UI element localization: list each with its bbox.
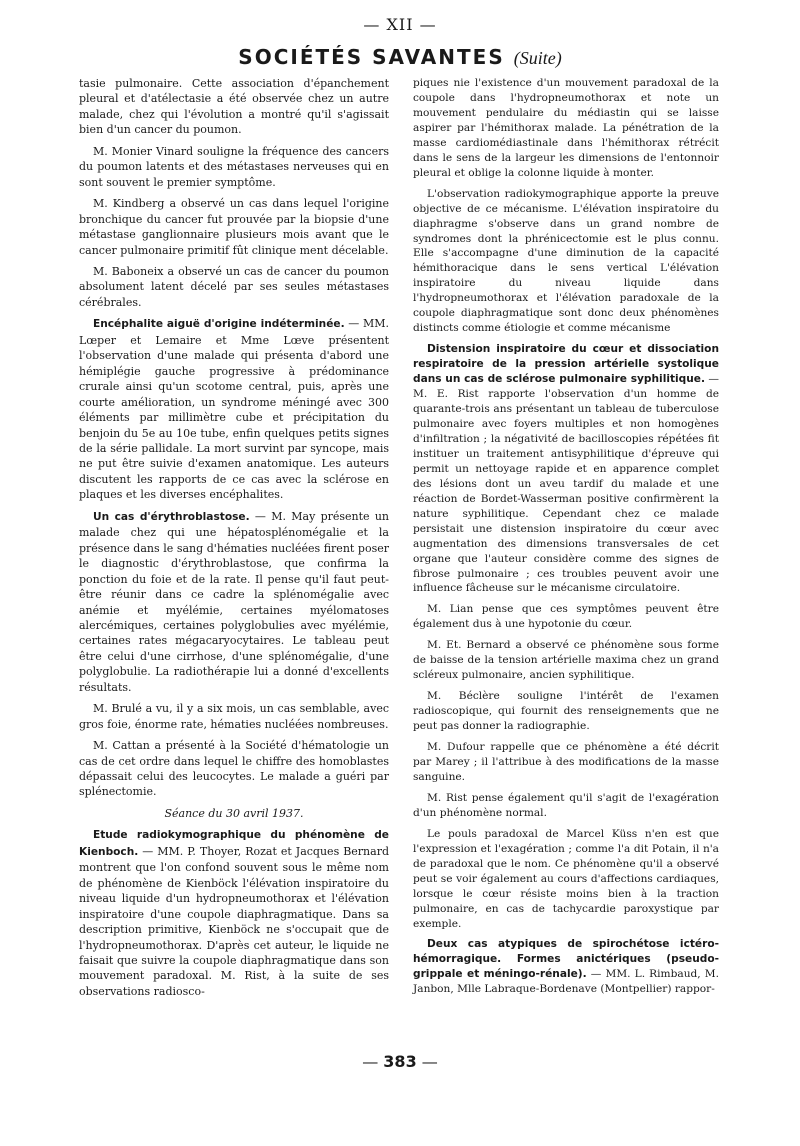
paragraph [79,316,389,502]
section-heading [0,45,800,69]
page-number-value: 383 [383,1052,417,1071]
paragraph [79,509,389,695]
paragraph: M. Brulé a vu, il y a six mois, un cas semblable, avec gros foie, énorme rate, hématies nucléées nombreuses. [79,702,389,731]
paragraph-title: Deux cas atypiques de spirochétose ictéro-hémorragique. Formes anictériques (pseudo-grippale et méningo-rénale). [413,938,719,981]
paragraph-title: Distension inspiratoire du cœur et dissociation respiratoire de la pression artérielle systolique dans un cas de sclérose pulmonaire syphilitique. [413,343,719,386]
page-number: — 383 — [362,1052,438,1071]
paragraph-title: Etude radiokymographique du phénomène de Kienboch. [79,829,389,858]
paragraph-body: — M. May présente un malade chez qui une hépatosplénomégalie et la présence dans le sang d'hématies nucléées firent poser le diagnostic d'érythroblastose, que confirma la ponction du foie et de la rate. Il pense qu'il faut peut-être réunir dans ce cadre la splénomégalie avec anémie et myélémie, certaines myélomatoses alercémiques, certaines polyglobulies avec myélémie, certaines rates mégacaryocytaires. Le tableau peut être celui d'une cirrhose, d'une splénomégalie, d'une polyglobulie. La radiothérapie lui a donné d'excellents résultats. [79,509,390,694]
paragraph: M. Cattan a présenté à la Société d'hématologie un cas de cet ordre dans lequel le chiffre des homoblastes dépassait celui des leucocytes. Le malade a guéri par splénectomie. [79,739,389,799]
paragraph [413,937,719,997]
section-title: SOCIÉTÉS SAVANTES [238,45,505,69]
paragraph [413,342,719,596]
paragraph: M. Lian pense que ces symptômes peuvent être également dus à une hypotonie du cœur. [413,603,719,631]
paragraph: Le pouls paradoxal de Marcel Küss n'en est que l'expression et l'exagération ; comme l'a dit Potain, il n'a de paradoxal que le nom. Ce phénomène qu'il a observé peut se voir également au cours d'affections cardiaques, lorsque le cœur résiste moins bien à la traction pulmonaire, en cas de tachycardie paroxystique par exemple. [413,827,719,930]
paragraph [79,827,389,999]
paragraph: M. Kindberg a observé un cas dans lequel l'origine bronchique du cancer fut prouvée par la biopsie d'une métastase ganglionnaire plusieurs mois avant que le cancer pulmonaire primitif fût clinique ment décelable. [79,197,389,257]
paragraph: M. Et. Bernard a observé ce phénomène sous forme de baisse de la tension artérielle maxima chez un grand scléreux pulmonaire, ancien syphilitique. [413,639,719,682]
paragraph: M. Baboneix a observé un cas de cancer du poumon absolument latent décelé par ses seules métastases cérébrales. [79,264,389,309]
paragraph-body: — MM. P. Thoyer, Rozat et Jacques Bernard montrent que l'on confond souvent sous le même nom de phénomène de Kienböck l'élévation inspiratoire du niveau liquide d'un hydropneumothorax et l'élévation inspiratoire d'une coupole diaphragmatique. Dans sa description primitive, Kienböck ne s'occupait que de l'hydropneumothorax. D'après cet auteur, le liquide ne faisait que suivre la coupole diaphragmatique dans son mouvement paradoxal. M. Rist, à la suite de ses observations radiosco- [79,844,389,998]
paragraph-body: — MM. L. Rimbaud, M. Janbon, Mlle Labraque-Bordenave (Montpellier) rappor- [413,968,719,996]
paragraph: M. Monier Vinard souligne la fréquence des cancers du poumon latents et des métastases nerveuses qui en sont souvent le premier symptôme. [79,144,389,189]
section-suite: (Suite) [513,48,562,68]
left-column [79,76,389,1005]
right-column [413,76,719,1003]
paragraph: piques nie l'existence d'un mouvement paradoxal de la coupole dans l'hydropneumothorax et note un mouvement pendulaire du médiastin qui se laisse aspirer par l'hémithorax malade. La pénétration de la masse cardiomédiastinale dans l'hémithorax rétrécit dans le sens de la largeur les dimensions de l'entonnoir pleural et oblige la colonne liquide à monter. [413,77,719,179]
paragraph: tasie pulmonaire. Cette association d'épanchement pleural et d'atélectasie a été observée chez un autre malade, chez qui l'évolution a montré qu'il s'agissait bien d'un cancer du poumon. [79,77,389,137]
session-date: Séance du 30 avril 1937. [164,806,304,820]
paragraph-body: — MM. Lœper et Lemaire et Mme Lœve présentent l'observation d'une malade qui présenta d'abord une hémiplégie gauche progressive à prédominance crurale ainsi qu'un scotome central, puis, après une courte amélioration, un syndrome méningé avec 300 éléments par millimètre cube et précipitation du benjoin du 5e au 10e tube, enfin quelques petits signes de la série pallidale. La mort survint par syncope, mais ne put être suivie d'examen anatomique. Les auteurs discutent les rapports de ce cas avec la sclérose en plaques et les diverses encéphalites. [79,317,389,502]
paragraph: M. Rist pense également qu'il s'agit de l'exagération d'un phénomène normal. [413,791,719,819]
page-roman-numeral: — XII — [363,15,437,34]
paragraph-title: Un cas d'érythroblastose. [93,510,250,523]
paragraph: M. Béclère souligne l'intérêt de l'examen radioscopique, qui fournit des renseignements que ne peut pas donner la radiographie. [413,690,719,733]
paragraph-title: Encéphalite aiguë d'origine indéterminée. [93,318,345,331]
paragraph-body: — M. E. Rist rapporte l'observation d'un homme de quarante-trois ans présentant un tableau de tuberculose pulmonaire avec foyers multiples et non homogènes d'infiltration ; la négativité de bacilloscopies répétées fit instituer un traitement antisyphilitique d'épreuve qui permit un nettoyage rapide et en apparence complet des lésions dont un aveu tardif du malade et une réaction de Bordet-Wasserman positive confirmèrent la nature syphilitique. Cependant chez ce malade persistait une distension inspiratoire du cœur avec augmentation des dimensions transversales de cet organe que l'auteur considère comme des signes de fibrose pulmonaire ; ces troubles peuvent avoir une influence fâcheuse sur le mécanisme circulatoire. [413,373,719,595]
paragraph: M. Dufour rappelle que ce phénomène a été décrit par Marey ; il l'attribue à des modifications de la masse sanguine. [413,741,719,783]
paragraph: L'observation radiokymographique apporte la preuve objective de ce mécanisme. L'élévation inspiratoire du diaphragme s'observe dans un grand nombre de syndromes dont la phrénicectomie est le plus connu. Elle s'accompagne d'une diminution de la capacité hémithoracique dans le sens vertical L'élévation inspiratoire du niveau liquide dans l'hydropneumothorax et l'élévation paradoxale de la coupole diaphragmatique sont donc deux phénomènes distincts comme étiologie et comme mécanisme [413,187,719,335]
